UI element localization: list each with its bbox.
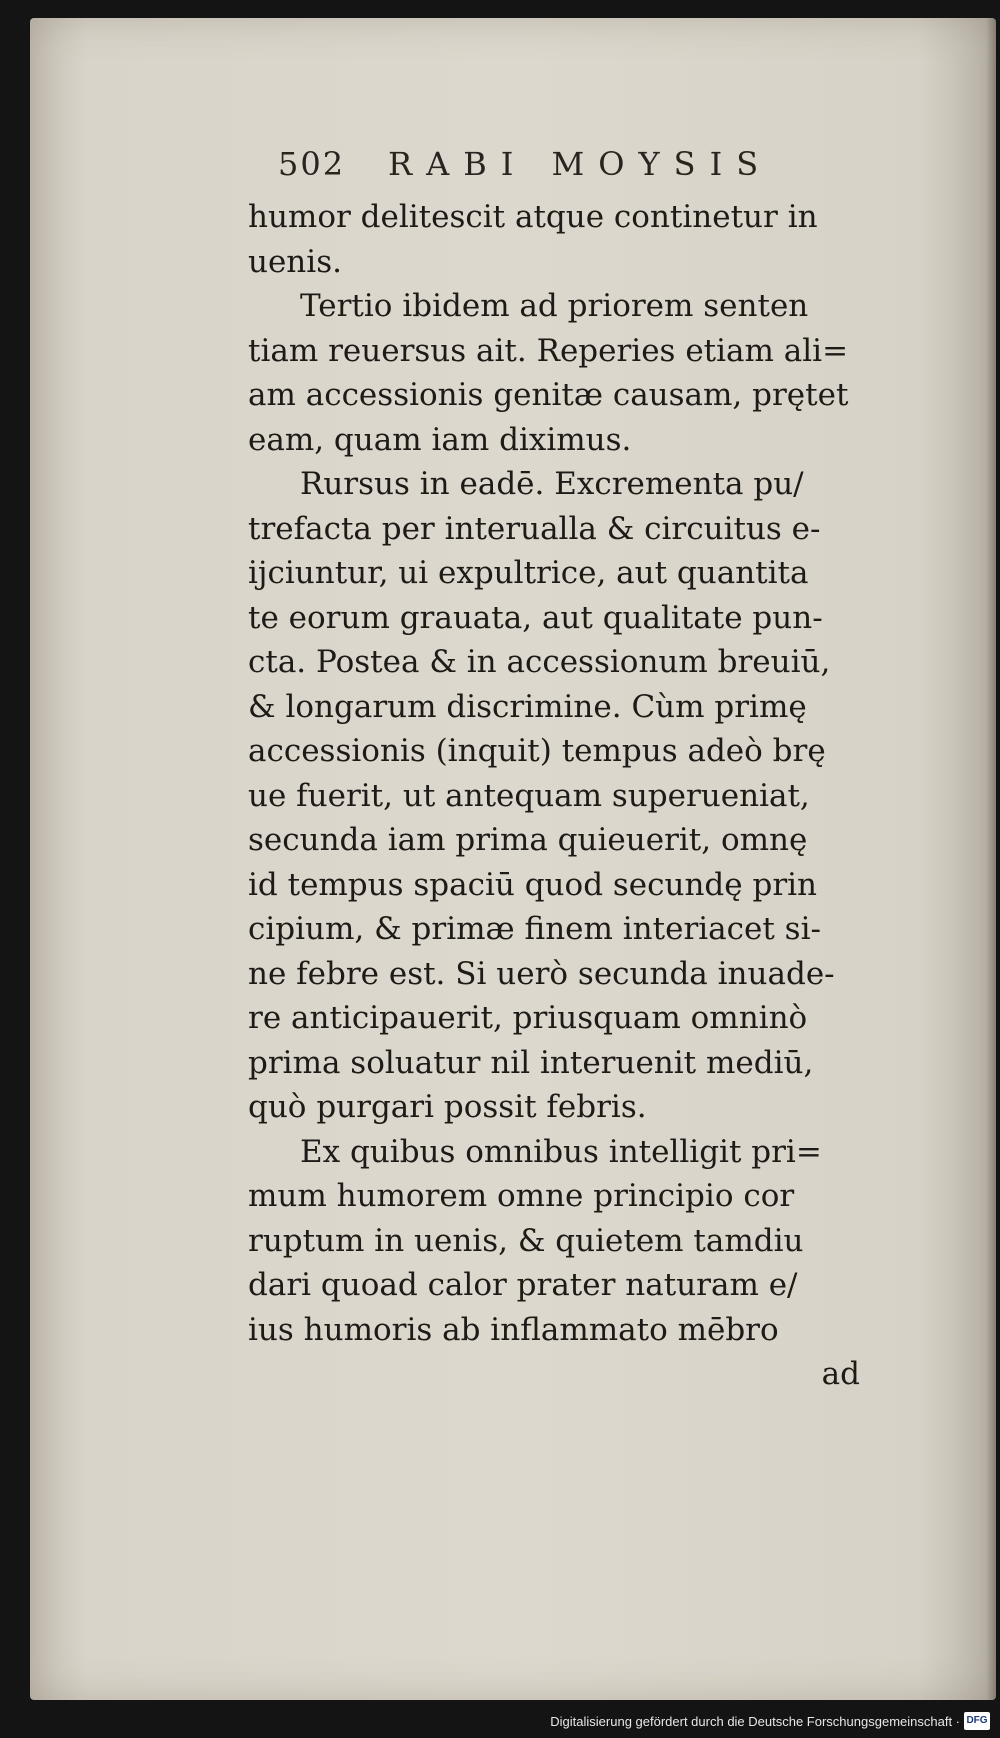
text-line: secunda iam prima quieuerit, omnę <box>248 822 808 858</box>
text-line: ue fuerit, ut antequam superueniat, <box>248 777 810 814</box>
running-title: RABI MOYSIS <box>388 145 773 183</box>
text-line: dari quoad calor prater naturam e/ <box>248 1267 798 1303</box>
text-line: Rursus in eadē. Excrementa pu/ <box>300 466 804 502</box>
text-line: eam, quam iam diximus. <box>248 421 632 458</box>
catchword: ad <box>821 1356 860 1392</box>
text-line: tiam reuersus ait. Reperies etiam ali= <box>248 332 849 369</box>
footer-bar <box>0 1706 1000 1738</box>
text-line: cta. Postea & in accessionum breuiū, <box>248 644 831 680</box>
text-line: am accessionis genitæ causam, prętet <box>248 377 849 413</box>
text-line: uenis. <box>248 243 342 280</box>
text-line: trefacta per interualla & circuitus e- <box>248 510 821 547</box>
page-number: 502 <box>278 145 346 183</box>
text-line: mum humorem omne principio cor <box>248 1178 795 1214</box>
text-line: re anticipauerit, priusquam omninò <box>248 1000 808 1036</box>
text-line: accessionis (inquit) tempus adeò brę <box>248 733 826 769</box>
text-line: cipium, & primæ finem interiacet si- <box>248 911 821 947</box>
text-line: te eorum grauata, aut qualitate pun- <box>248 599 823 636</box>
running-head <box>248 145 868 189</box>
text-line: quò purgari possit febris. <box>248 1089 647 1125</box>
text-line: ruptum in uenis, & quietem tamdiu <box>248 1222 804 1259</box>
text-line: Tertio ibidem ad priorem senten <box>300 288 809 324</box>
dfg-logo-icon: DFG <box>964 1712 990 1730</box>
digitization-credit: Digitalisierung gefördert durch die Deutsche Forschungsgemeinschaft · <box>550 1714 960 1729</box>
body-text <box>248 195 868 1397</box>
text-line: prima soluatur nil interuenit mediū, <box>248 1044 814 1081</box>
text-line: ne febre est. Si uerò secunda inuade- <box>248 955 835 992</box>
page-edge-shadow <box>986 18 996 1700</box>
text-line: ius humoris ab inflammato mēbro <box>248 1311 779 1348</box>
text-line: ijciuntur, ui expultrice, aut quantita <box>248 555 809 591</box>
text-line: Ex quibus omnibus intelligit pri= <box>300 1133 822 1170</box>
text-line: humor delitescit atque continetur in <box>248 199 818 235</box>
text-line: & longarum discrimine. Cùm primę <box>248 688 807 725</box>
text-line: id tempus spaciū quod secundę prin <box>248 866 818 903</box>
